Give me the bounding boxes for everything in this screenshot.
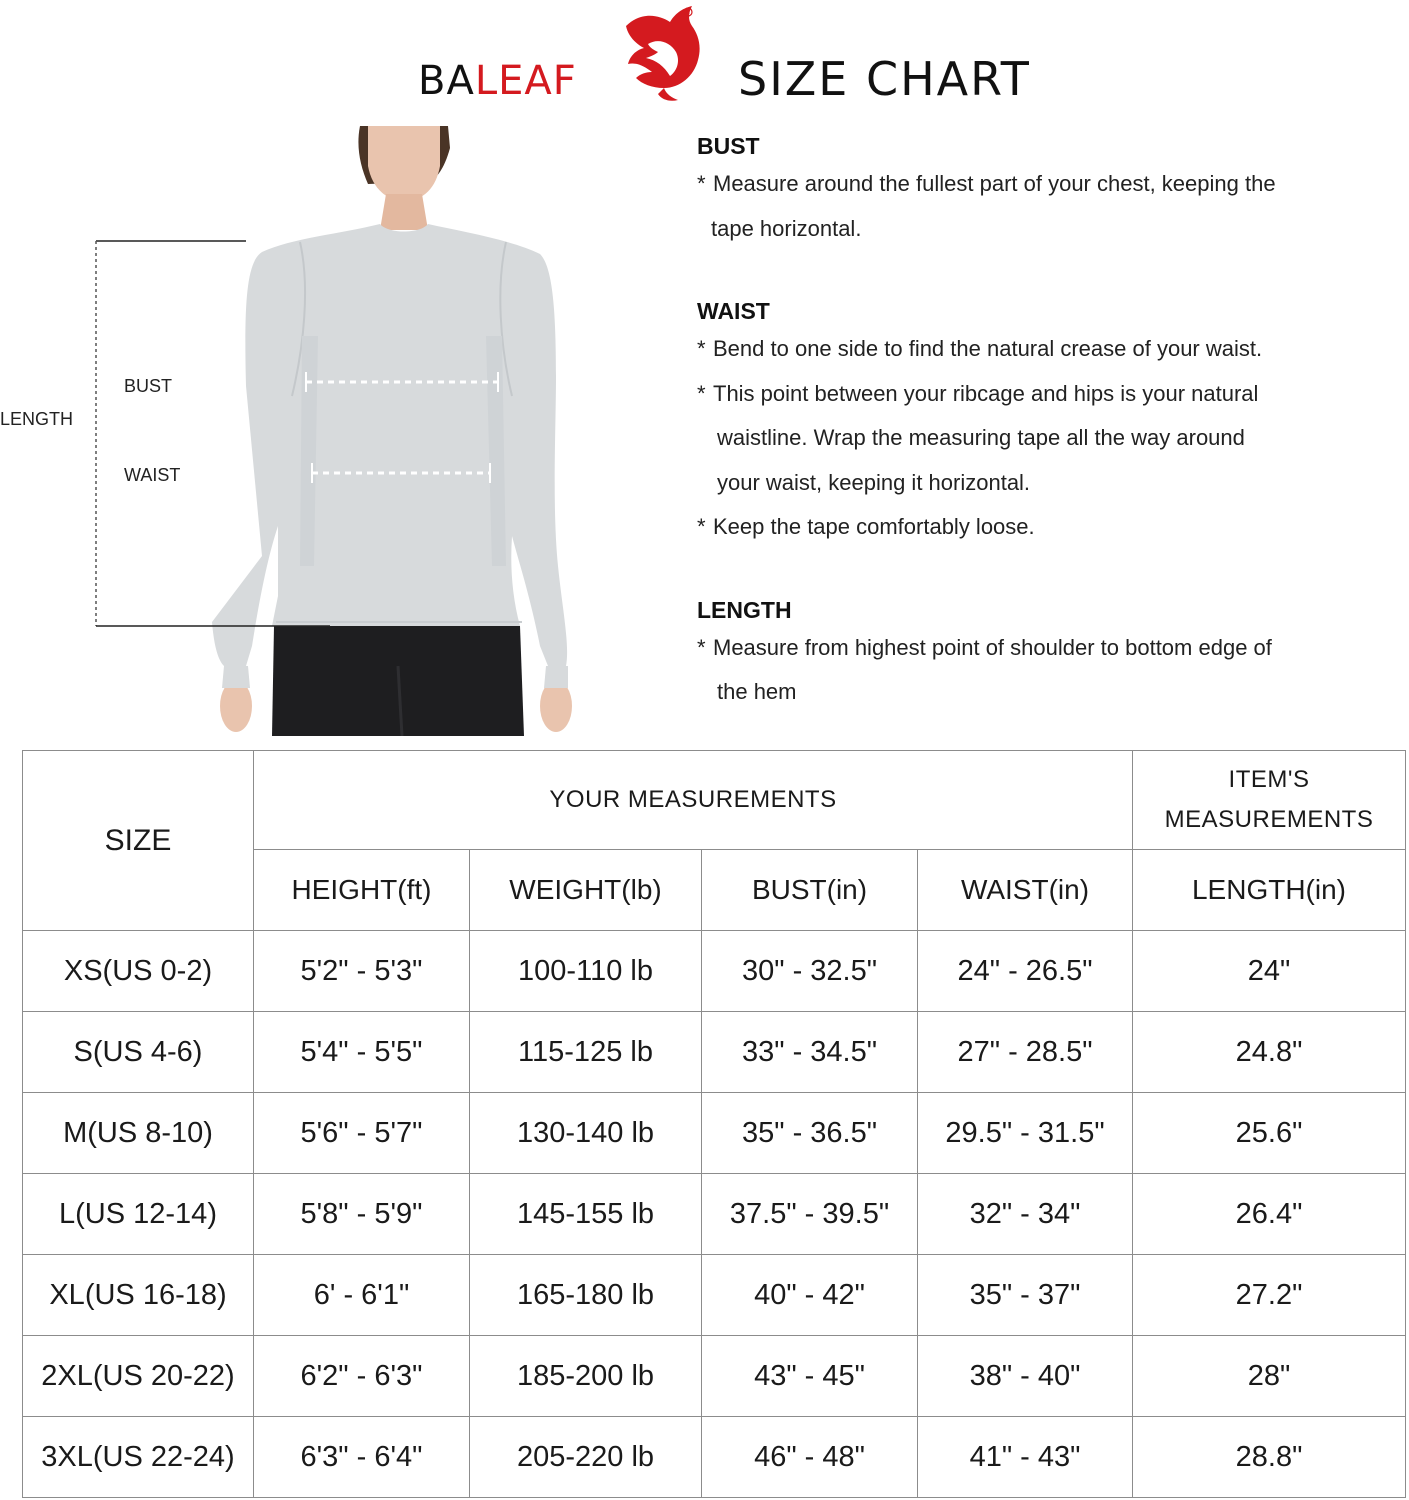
weight-cell: 205-220 lb (470, 1417, 702, 1498)
length-instruction-line-1: Measure from highest point of shoulder to bottom edge of (713, 634, 1272, 660)
height-cell: 5'4" - 5'5" (254, 1012, 470, 1093)
brand-wordmark (418, 58, 577, 104)
page-title: SIZE CHART (738, 52, 1031, 106)
bust-cell: 46" - 48" (702, 1417, 918, 1498)
waist-cell: 24" - 26.5" (918, 931, 1133, 1012)
waist-instruction-2-line-2: waistline. Wrap the measuring tape all the way around (717, 425, 1245, 450)
bust-section (697, 130, 1397, 251)
height-cell: 5'6" - 5'7" (254, 1093, 470, 1174)
waist-cell: 41" - 43" (918, 1417, 1133, 1498)
waist-cell: 27" - 28.5" (918, 1012, 1133, 1093)
waist-instruction-1 (697, 327, 1397, 372)
length-instruction-line-2: the hem (717, 679, 797, 704)
bust-cell: 30" - 32.5" (702, 931, 918, 1012)
baleaf-flame-logo-icon (606, 4, 710, 104)
weight-cell: 100-110 lb (470, 931, 702, 1012)
model-illustration (0, 126, 680, 736)
table-row (23, 1093, 1406, 1174)
waist-section (697, 295, 1397, 550)
size-cell: L(US 12-14) (23, 1174, 254, 1255)
length-column-header: LENGTH(in) (1133, 850, 1406, 931)
waist-cell: 32" - 34" (918, 1174, 1133, 1255)
waist-cell: 35" - 37" (918, 1255, 1133, 1336)
your-measurements-header: YOUR MEASUREMENTS (254, 751, 1133, 850)
size-cell: XL(US 16-18) (23, 1255, 254, 1336)
model-figure (0, 126, 680, 736)
items-measurements-header (1133, 751, 1406, 850)
weight-cell: 130-140 lb (470, 1093, 702, 1174)
bust-cell: 43" - 45" (702, 1336, 918, 1417)
waist-instruction-2-line-1: This point between your ribcage and hips is your natural (713, 380, 1259, 406)
waist-instruction-1-line-1: Bend to one side to find the natural crease of your waist. (713, 336, 1263, 361)
bust-label: BUST (124, 376, 173, 396)
length-section (697, 594, 1397, 715)
bust-cell: 33" - 34.5" (702, 1012, 918, 1093)
length-cell: 28" (1133, 1336, 1406, 1417)
waist-cell: 29.5" - 31.5" (918, 1093, 1133, 1174)
size-cell: XS(US 0-2) (23, 931, 254, 1012)
height-cell: 6'3" - 6'4" (254, 1417, 470, 1498)
height-cell: 5'8" - 5'9" (254, 1174, 470, 1255)
bust-section-title: BUST (697, 133, 760, 159)
header (0, 0, 1409, 120)
length-cell: 26.4" (1133, 1174, 1406, 1255)
bullet-star: * (697, 380, 706, 406)
weight-cell: 185-200 lb (470, 1336, 702, 1417)
table-row (23, 1174, 1406, 1255)
size-table (22, 750, 1406, 1498)
size-column-header: SIZE (23, 751, 254, 931)
bust-column-header: BUST(in) (702, 850, 918, 931)
measurement-instructions (697, 130, 1397, 715)
table-row (23, 1012, 1406, 1093)
length-cell: 24.8" (1133, 1012, 1406, 1093)
table-row (23, 931, 1406, 1012)
waist-section-title: WAIST (697, 298, 770, 324)
table-row (23, 1255, 1406, 1336)
bust-cell: 35" - 36.5" (702, 1093, 918, 1174)
bullet-star: * (697, 171, 706, 196)
brand-part-2: LEAF (474, 58, 577, 104)
waist-label: WAIST (124, 465, 181, 485)
size-cell: 3XL(US 22-24) (23, 1417, 254, 1498)
length-cell: 25.6" (1133, 1093, 1406, 1174)
waist-instruction-2-line-3: your waist, keeping it horizontal. (717, 469, 1031, 495)
svg-text:R: R (686, 10, 690, 16)
height-cell: 5'2" - 5'3" (254, 931, 470, 1012)
brand-part-1: BA (418, 58, 475, 104)
bust-instruction (697, 162, 1397, 251)
length-cell: 24" (1133, 931, 1406, 1012)
height-column-header: HEIGHT(ft) (254, 850, 470, 931)
table-header-row-1 (23, 751, 1406, 850)
bullet-star: * (697, 336, 706, 361)
waist-column-header: WAIST(in) (918, 850, 1133, 931)
length-cell: 27.2" (1133, 1255, 1406, 1336)
waist-instruction-2 (697, 372, 1397, 506)
length-instruction (697, 626, 1397, 715)
height-cell: 6'2" - 6'3" (254, 1336, 470, 1417)
height-cell: 6' - 6'1" (254, 1255, 470, 1336)
weight-column-header: WEIGHT(lb) (470, 850, 702, 931)
size-cell: 2XL(US 20-22) (23, 1336, 254, 1417)
weight-cell: 145-155 lb (470, 1174, 702, 1255)
waist-instruction-3 (697, 505, 1397, 550)
table-row (23, 1336, 1406, 1417)
bust-cell: 37.5" - 39.5" (702, 1174, 918, 1255)
weight-cell: 115-125 lb (470, 1012, 702, 1093)
size-cell: M(US 8-10) (23, 1093, 254, 1174)
length-section-title: LENGTH (697, 596, 792, 623)
bullet-star: * (697, 634, 706, 660)
bust-instruction-line-2: tape horizontal. (711, 215, 862, 241)
length-label: LENGTH (0, 409, 74, 429)
bust-instruction-line-1: Measure around the fullest part of your chest, keeping the (713, 171, 1276, 196)
weight-cell: 165-180 lb (470, 1255, 702, 1336)
bullet-star: * (697, 514, 706, 539)
size-cell: S(US 4-6) (23, 1012, 254, 1093)
bust-cell: 40" - 42" (702, 1255, 918, 1336)
table-row (23, 1417, 1406, 1498)
items-measurements-line-1: ITEM'S (1228, 766, 1310, 793)
length-cell: 28.8" (1133, 1417, 1406, 1498)
waist-cell: 38" - 40" (918, 1336, 1133, 1417)
items-measurements-line-2: MEASUREMENTS (1164, 806, 1374, 833)
waist-instruction-3-line-1: Keep the tape comfortably loose. (713, 514, 1035, 539)
